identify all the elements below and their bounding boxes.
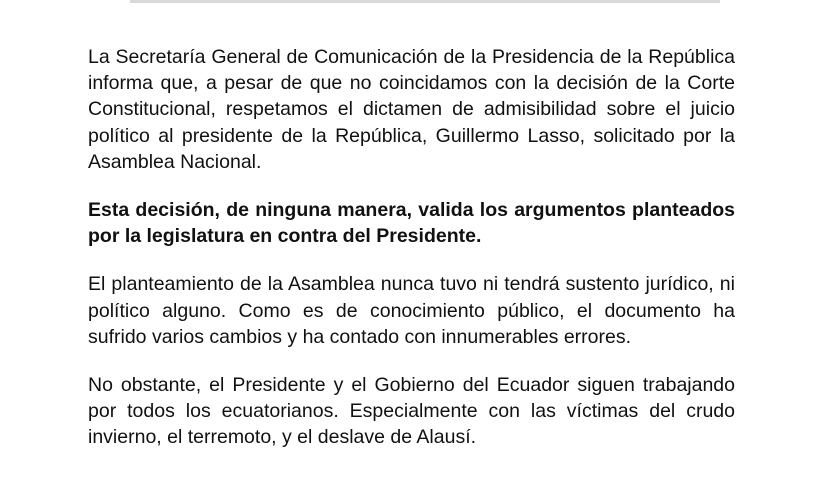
paragraph-government-work: No obstante, el Presidente y el Gobierno del Ecuador siguen trabajando por todos los ecuatorianos. Especialmente con las víctimas del crudo invierno, el terremoto, y el deslave de Alausí. [88,374,735,449]
statement-body [88,44,735,473]
paragraph-criticism: El planteamiento de la Asamblea nunca tuvo ni tendrá sustento jurídico, ni político alguno. Como es de conocimiento público, el documento ha sufrido varios cambios y ha contado con innumerables errores. [88,273,735,348]
paragraph-announcement: La Secretaría General de Comunicación de la Presidencia de la República informa que, a pesar de que no coincidamos con la decisión de la Corte Constitucional, respetamos el dictamen de admisibilidad sobre el juicio político al presidente de la República, Guillermo Lasso, solicitado por la Asamblea Nacional. [88,46,735,173]
header-rule [130,0,720,3]
paragraph-emphasis: Esta decisión, de ninguna manera, valida los argumentos planteados por la legislatura en contra del Presidente. [88,199,735,248]
